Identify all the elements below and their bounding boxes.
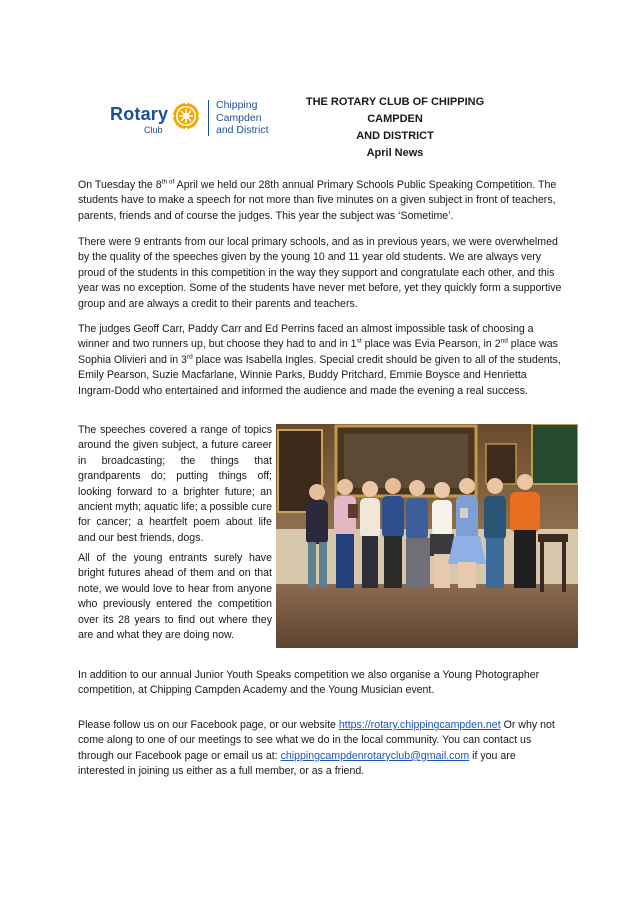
group-photo-illustration [276,424,578,648]
logo-place-text [216,99,269,137]
judges-text-c: place was Sophia Olivieri and in 3 [78,338,558,366]
judges-sup-1: st [356,337,362,345]
rotary-wheel-icon [171,101,201,131]
logo-place-line2: Campden [216,111,262,124]
intro-text-a: On Tuesday the 8 [78,179,162,191]
rotary-logo [110,98,270,140]
intro-text-b: April we held our 28th annual Primary Schools Public Speaking Competition. The students have to make a speech for not more than five minutes on a given subject in front of teachers, parents, friends and of course the judges. This year the subject was ‘Sometime’. [78,179,557,222]
paragraph-futures: All of the young entrants surely have bright futures ahead of them and on that note, we would love to hear from anyone who previously entered the competition over its 28 years to find out where they are and what they are doing now. [78,552,272,642]
header-title-line1: THE ROTARY CLUB OF CHIPPING CAMPDEN [305,96,485,125]
judges-text-a: The judges Geoff Carr, Paddy Carr and Ed Perrins faced an almost impossible task of choosing a winner and two runners up, but choose they had to and in 1 [78,323,534,351]
paragraph-intro [78,178,564,224]
header-subtitle: April News [366,147,424,159]
header-title-line2: AND DISTRICT [356,130,434,142]
paragraph-contact [78,718,564,780]
logo-brand-text: Rotary [110,104,169,124]
paragraph-topics: The speeches covered a range of topics around the given subject, a future career in broadcasting; the things that grandparents do; putting things off; looking forward to a brighter future; an ancient myth; aquatic life; a possible cure for cancer; a heartfelt poem about life and our best friends, dogs. [78,424,272,544]
judges-sup-2: nd [500,337,508,345]
contact-text-b: Or why not come along to one of our meetings to see what we do in the local community. You can contact us through our Facebook page or email us at: [78,719,555,762]
contact-text-c: if you are interested in joining us either as a full member, or as a friend. [78,749,516,778]
group-photo [276,424,578,648]
newsletter-header [300,94,490,162]
logo-club-text: Club [144,125,163,135]
logo-place-line3: and District [216,124,269,136]
contact-text-a: Please follow us on our Facebook page, or our website [78,719,339,731]
paragraph-entrants: There were 9 entrants from our local primary schools, and as in previous years, we were overwhelmed by the quality of the speeches given by the young 10 and 11 year old students. We are always very proud of the students in this competition in the way they support and congratulate each other, and this year was no exception. Some of the students have never met before, yet they quickly form a supportive group and are always a credit to their parents and teachers. [78,236,562,310]
logo-place-line1: Chipping [216,99,258,111]
logo-divider [208,100,209,136]
judges-text-b: place was Evia Pearson, in 2 [361,338,501,351]
judges-text-d: place was Isabella Ingles. Special credit should be given to all of the students, Emily Pearson, Suzie Macfarlane, Winnie Parks, Buddy Pritchard, Emmie Boysce and Henrietta Ingram-Dodd who entertained and informed the audience and made the evening a real success. [78,353,561,397]
website-link[interactable]: https://rotary.chippingcampden.net [338,719,501,731]
judges-sup-3: rd [186,353,193,361]
email-link[interactable]: chippingcampdenrotaryclub@gmail.com [280,749,470,762]
intro-sup: th of [161,178,175,186]
paragraph-judges [78,322,564,399]
paragraph-other-competitions: In addition to our annual Junior Youth Speaks competition we also organise a Young Photographer competition, at Chipping Campden Academy and the Young Musician event. [78,669,540,697]
